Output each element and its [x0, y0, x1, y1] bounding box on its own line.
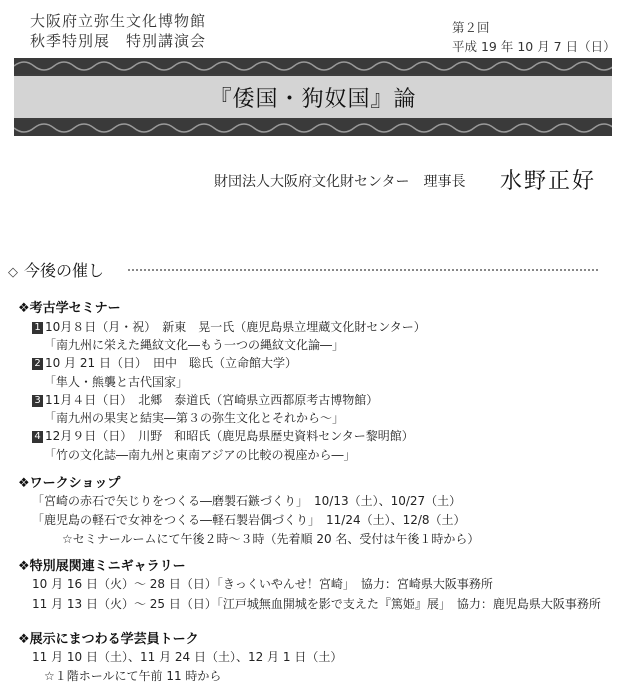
ornament-band-bottom	[14, 120, 612, 136]
diamond-cluster-icon: ❖	[18, 476, 30, 491]
workshop-item-2: 「鹿児島の軽石で女神をつくる―軽石製岩偶づくり」 11/24（土）、12/8（土）	[32, 513, 466, 527]
diamond-cluster-icon: ❖	[18, 632, 30, 647]
workshop-note: ☆セミナールームにて午後２時～３時（先着順 20 名、受付は午後１時から）	[62, 532, 480, 546]
seminar-item-3	[32, 391, 378, 408]
seminar-heading	[18, 297, 121, 316]
title-box	[14, 76, 612, 118]
seminar-item-2	[32, 354, 297, 371]
upcoming-section-header	[8, 258, 104, 281]
number-badge: 1	[32, 322, 43, 334]
lecture-title: 『倭国・狗奴国』論	[209, 86, 417, 112]
speaker-organization: 財団法人大阪府文化財センター 理事長	[214, 174, 466, 190]
seminar-item-date-speaker: 10 月 21 日（日） 田中 聡氏（立命館大学）	[45, 356, 297, 370]
gallery-title: 特別展関連ミニギャラリー	[29, 559, 186, 574]
seminar-item-4	[32, 427, 414, 444]
section-divider	[128, 269, 598, 271]
workshop-title: ワークショップ	[29, 476, 121, 491]
workshop-heading	[18, 472, 120, 491]
number-badge: 2	[32, 358, 43, 370]
seminar-item-1-title: 「南九州に栄えた縄紋文化―もう一つの縄紋文化論―」	[44, 338, 345, 352]
seminar-item-date-speaker: 11月４日（日） 北郷 泰道氏（宮崎県立西都原考古博物館）	[45, 393, 379, 407]
seminar-item-date-speaker: 10月８日（月・祝） 新東 晃一氏（鹿児島県立埋蔵文化財センター）	[45, 320, 426, 334]
talk-heading	[18, 628, 199, 647]
gallery-item-2: 11 月 13 日（火）～ 25 日（日）「江戸城無血開城を影で支えた『篤姫』展」 協力：鹿児島県大阪事務所	[32, 597, 601, 611]
seminar-item-3-title: 「南九州の果実と結実―第３の弥生文化とそれから～」	[44, 411, 345, 425]
museum-name: 大阪府立弥生文化博物館	[30, 12, 207, 30]
diamond-cluster-icon: ❖	[18, 301, 30, 316]
seminar-title: 考古学セミナー	[29, 301, 121, 316]
seminar-item-1	[32, 318, 426, 335]
talk-title: 展示にまつわる学芸員トーク	[29, 632, 199, 647]
number-badge: 3	[32, 395, 43, 407]
upcoming-title: 今後の催し	[24, 261, 105, 280]
seminar-item-2-title: 「隼人・熊襲と古代国家」	[44, 375, 189, 389]
diamond-bullet-icon: ◇	[8, 265, 18, 280]
gallery-item-1: 10 月 16 日（火）～ 28 日（日）「きっくいやんせ！宮崎」 協力：宮崎県大阪事務所	[32, 577, 493, 591]
ornament-band-top	[14, 58, 612, 74]
title-banner	[14, 58, 612, 136]
session-number: 第２回	[452, 20, 490, 35]
gallery-heading	[18, 555, 186, 574]
speaker-name: 水野正好	[500, 169, 597, 194]
event-name: 秋季特別展 特別講演会	[30, 32, 207, 50]
workshop-item-1: 「宮崎の赤石で矢じりをつくる―磨製石鏃づくり」 10/13（土）、10/27（土）	[32, 494, 462, 508]
seminar-item-4-title: 「竹の文化誌―南九州と東南アジアの比較の視座から―」	[44, 448, 356, 462]
seminar-item-date-speaker: 12月９日（日） 川野 和昭氏（鹿児島県歴史資料センター黎明館）	[45, 429, 414, 443]
number-badge: 4	[32, 431, 43, 443]
talk-dates: 11 月 10 日（土）、11 月 24 日（土）、12 月 1 日（土）	[32, 650, 343, 664]
diamond-cluster-icon: ❖	[18, 559, 30, 574]
talk-note: ☆１階ホールにて午前 11 時から	[44, 669, 222, 683]
lecture-date: 平成 19 年 10 月 7 日（日）	[452, 39, 616, 54]
